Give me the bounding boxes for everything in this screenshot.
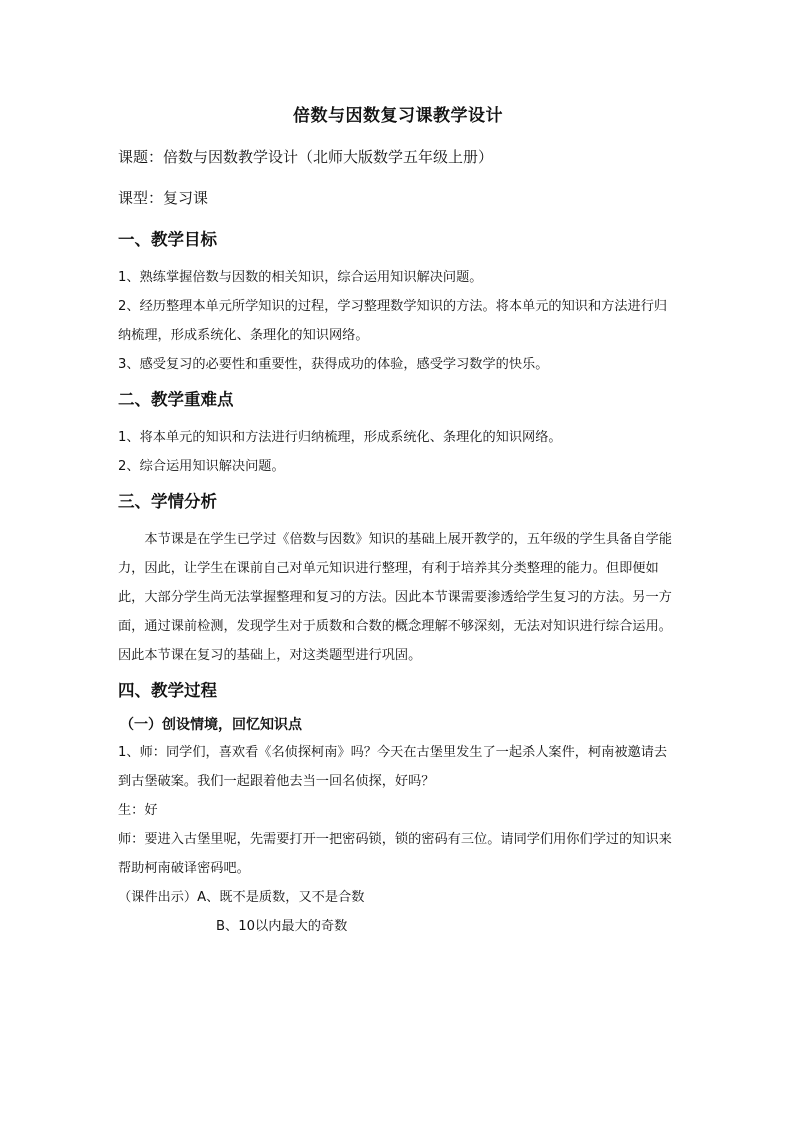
document-title: 倍数与因数复习课教学设计 <box>293 106 503 126</box>
subsection-heading: （一）创设情境，回忆知识点 <box>120 717 302 733</box>
subject-line: 课题：倍数与因数教学设计（北师大版数学五年级上册） <box>118 148 494 166</box>
spacer <box>118 481 678 491</box>
type-line: 课型：复习课 <box>118 189 209 207</box>
analysis-paragraph: 本节课是在学生已学过《倍数与因数》知识的基础上展开教学的，五年级的学生具备自学能力，因此，让学生在课前自己对单元知识进行整理，有利于培养其分类整理的能力。但即便如此，大部分学生尚无法掌握整理和复习的方法。因此本节课需要渗透给学生复习的方法。另一方面，通过课前检测，发现学生对于质数和合数的概念理解不够深刻，无法对知识进行综合运用。因此本节课在复习的基础上，对这类题型进行巩固。 <box>118 532 672 663</box>
spacer <box>118 670 678 680</box>
process-line: 生：好 <box>118 803 158 818</box>
process-line: 师：要进入古堡里呢，先需要打开一把密码锁，锁的密码有三位。请同学们用你们学过的知识来帮助柯南破译密码吧。 <box>118 832 672 876</box>
section-heading-process: 四、教学过程 <box>118 681 217 700</box>
process-line: 1、师：同学们，喜欢看《名侦探柯南》吗？今天在古堡里发生了一起杀人案件，柯南被邀请去到古堡破案。我们一起跟着他去当一回名侦探，好吗？ <box>118 745 668 789</box>
goal-item: 2、经历整理本单元所学知识的过程，学习整理数学知识的方法。将本单元的知识和方法进行归纳梳理，形成系统化、条理化的知识网络。 <box>118 299 668 343</box>
goal-item: 1、熟练掌握倍数与因数的相关知识，综合运用知识解决问题。 <box>118 270 483 285</box>
key-point-item: 2、综合运用知识解决问题。 <box>118 459 285 474</box>
goal-item: 3、感受复习的必要性和重要性，获得成功的体验，感受学习数学的快乐。 <box>118 357 549 372</box>
spacer <box>118 379 678 389</box>
process-line: （课件出示）A、既不是质数，又不是合数 <box>118 890 365 905</box>
key-point-item: 1、将本单元的知识和方法进行归纳梳理，形成系统化、条理化的知识网络。 <box>118 430 562 445</box>
document-page <box>118 104 678 941</box>
section-heading-goals: 一、教学目标 <box>118 230 217 249</box>
section-heading-analysis: 三、学情分析 <box>118 492 217 511</box>
process-option-b: B、10以内最大的奇数 <box>216 919 348 934</box>
section-heading-key-points: 二、教学重难点 <box>118 390 234 409</box>
